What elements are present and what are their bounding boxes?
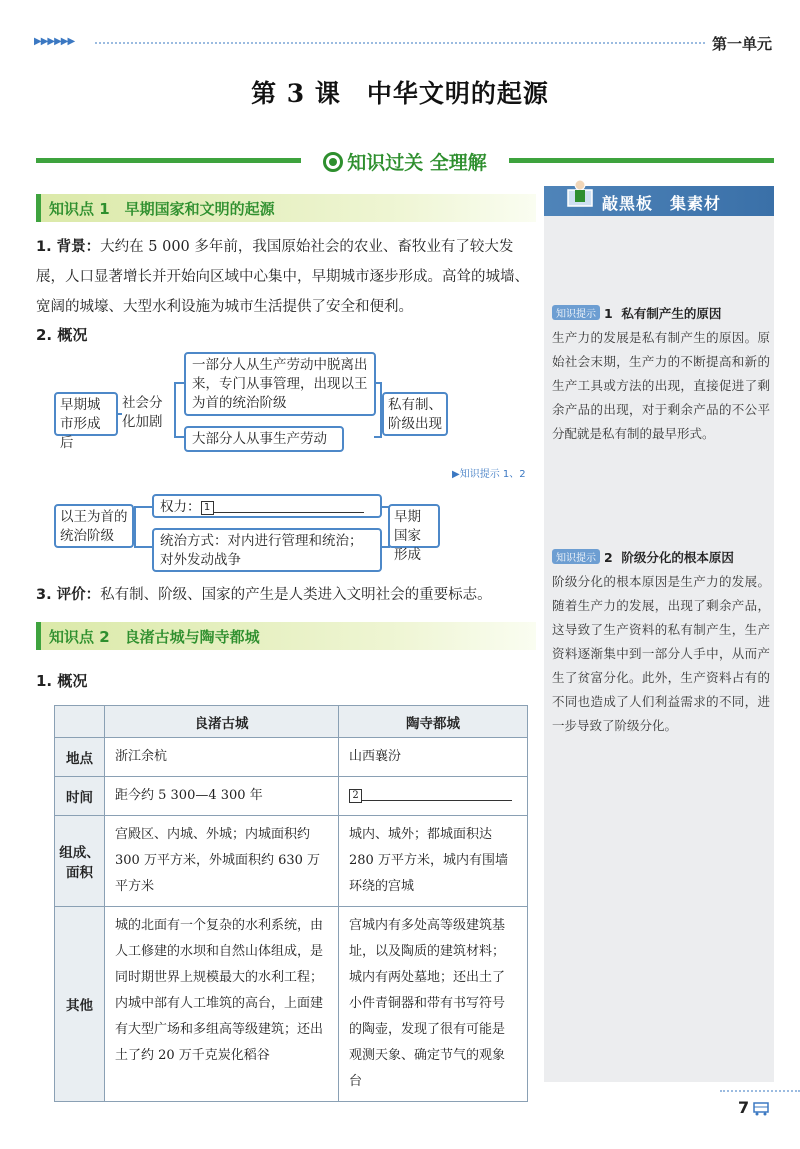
power-label: 权力： xyxy=(160,499,201,515)
tip1-title-text: 私有制产生的原因 xyxy=(621,306,722,321)
diagram1-mid: 社会分化加剧 xyxy=(122,392,174,436)
diagram2-bracket-left xyxy=(134,506,152,548)
comparison-table xyxy=(54,705,528,1102)
diagram1-right: 私有制、阶级出现 xyxy=(382,392,448,436)
diagram1-top: 一部分人从生产劳动中脱离出来，专门从事管理，出现以王为首的统治阶级 xyxy=(184,352,376,416)
kp1-heading-text: 知识点 1 早期国家和文明的起源 xyxy=(49,200,275,218)
diagram2-right: 早期国家形成 xyxy=(388,504,440,548)
banner-line-left xyxy=(36,158,301,163)
kp1-heading xyxy=(36,194,536,222)
sidebar-heading xyxy=(544,186,774,216)
table-row xyxy=(55,738,528,777)
blank-1-line xyxy=(214,512,364,513)
table-header-blank xyxy=(55,706,105,738)
page-number: 7 xyxy=(738,1098,750,1117)
kp2-overview-label: 1. 概况 xyxy=(36,672,88,690)
row-header: 其他 xyxy=(55,907,105,1102)
tip2-num: 2 xyxy=(604,550,613,565)
table-header-row xyxy=(55,706,528,738)
eval-label: 3. 评价： xyxy=(36,587,101,603)
diagram1-left: 早期城市形成后 xyxy=(54,392,118,436)
bg-label: 1. 背景： xyxy=(36,239,101,255)
kp1-overview-label: 2. 概况 xyxy=(36,326,88,344)
table-cell: 城的北面有一个复杂的水利系统，由人工修建的水坝和自然山体组成，是同时期世界上规模最大的水利工程；内城中部有人工堆筑的高台，上面建有大型广场和多组高等级建筑；还出土了约 20 万千克炭化稻谷 xyxy=(105,907,339,1102)
tip2-title xyxy=(552,548,734,566)
table-cell: 宫殿区、内城、外城；内城面积约 300 万平方米，外城面积约 630 万平方米 xyxy=(105,816,339,907)
table-header-liangzhu: 良渚古城 xyxy=(105,706,339,738)
kp1-background xyxy=(36,232,536,322)
unit-label: 第一单元 xyxy=(711,35,772,53)
table-cell: 山西襄汾 xyxy=(339,738,528,777)
bg-text: 大约在 5 000 多年前，我国原始社会的农业、畜牧业有了较大发展，人口显著增长并开始向区域中心集中，早期城市逐步形成。高耸的城墙、宽阔的城壕、大型水利设施为城市生活提供了安全和便利。 xyxy=(36,239,529,315)
table-cell: 浙江余杭 xyxy=(105,738,339,777)
banner-line-right xyxy=(509,158,774,163)
table-header-taosi: 陶寺都城 xyxy=(339,706,528,738)
tip2-title-text: 阶级分化的根本原因 xyxy=(621,550,734,565)
table-row xyxy=(55,907,528,1102)
row-header: 组成、面积 xyxy=(55,816,105,907)
sidebar-heading-text: 敲黑板 集素材 xyxy=(602,194,722,213)
table-cell: 宫城内有多处高等级建筑基址，以及陶质的建筑材料；城内有两处墓地；还出土了小件青铜器和带有书写符号的陶壶，发现了很有可能是观测天象、确定节气的观象台 xyxy=(339,907,528,1102)
table-cell-blank[interactable] xyxy=(339,777,528,816)
blank-2-line xyxy=(362,800,512,801)
tip-tag: 知识提示 xyxy=(552,549,600,564)
tip1-num: 1 xyxy=(604,306,613,321)
diagram2-rule: 统治方式：对内进行管理和统治；对外发动战争 xyxy=(152,528,382,572)
row-header: 时间 xyxy=(55,777,105,816)
eval-text: 私有制、阶级、国家的产生是人类进入文明社会的重要标志。 xyxy=(100,587,492,603)
knowledge-hint-link[interactable]: ▶知识提示 1、2 xyxy=(452,469,526,480)
header-arrows: ▶▶▶▶▶▶ xyxy=(34,36,75,47)
footer-divider xyxy=(720,1090,800,1092)
tip1-text: 生产力的发展是私有制产生的原因。原始社会末期，生产力的不断提高和新的生产工具或方法的出现，直接促进了剩余产品的出现，对于剩余产品的不公平分配就是私有制的最早形式。 xyxy=(552,330,770,441)
tip2-text: 阶级分化的根本原因是生产力的发展。随着生产力的发展，出现了剩余产品，这导致了生产资料的私有制产生，生产资料逐渐集中到一部分人手中，从而产生了贫富分化。此外，生产资料占有的不同也造成了人们利益需求的不同，进一步导致了阶级分化。 xyxy=(552,574,770,733)
table-cell: 城内、城外；都城面积达 280 万平方米，城内有围墙环绕的宫城 xyxy=(339,816,528,907)
diagram1-bottom: 大部分人从事生产劳动 xyxy=(184,426,344,452)
diagram2-power xyxy=(152,494,382,518)
table-row xyxy=(55,777,528,816)
diagram2-left: 以王为首的统治阶级 xyxy=(54,504,134,548)
lesson-title-text: 第 3 课 中华文明的起源 xyxy=(251,79,549,108)
row-header: 地点 xyxy=(55,738,105,777)
cart-icon xyxy=(752,1100,770,1116)
diagram1-bracket-left xyxy=(174,382,184,438)
banner-title xyxy=(301,148,509,175)
banner-text: 知识过关 全理解 xyxy=(347,152,487,174)
kp2-heading xyxy=(36,622,536,650)
tip1-title xyxy=(552,304,721,322)
blank-1[interactable]: 1 xyxy=(201,501,214,515)
diagram1-bracket-right xyxy=(374,382,382,438)
blank-2[interactable]: 2 xyxy=(349,789,362,803)
sidebar-panel xyxy=(544,186,774,1082)
header-divider xyxy=(95,42,705,44)
lesson-title xyxy=(0,74,800,110)
tip-tag: 知识提示 xyxy=(552,305,600,320)
spiral-icon xyxy=(323,152,343,172)
table-row xyxy=(55,816,528,907)
teacher-icon xyxy=(566,178,594,208)
kp1-evaluation xyxy=(36,580,536,610)
section-banner xyxy=(36,148,774,172)
kp2-heading-text: 知识点 2 良渚古城与陶寺都城 xyxy=(49,628,260,646)
table-cell: 距今约 5 300—4 300 年 xyxy=(105,777,339,816)
